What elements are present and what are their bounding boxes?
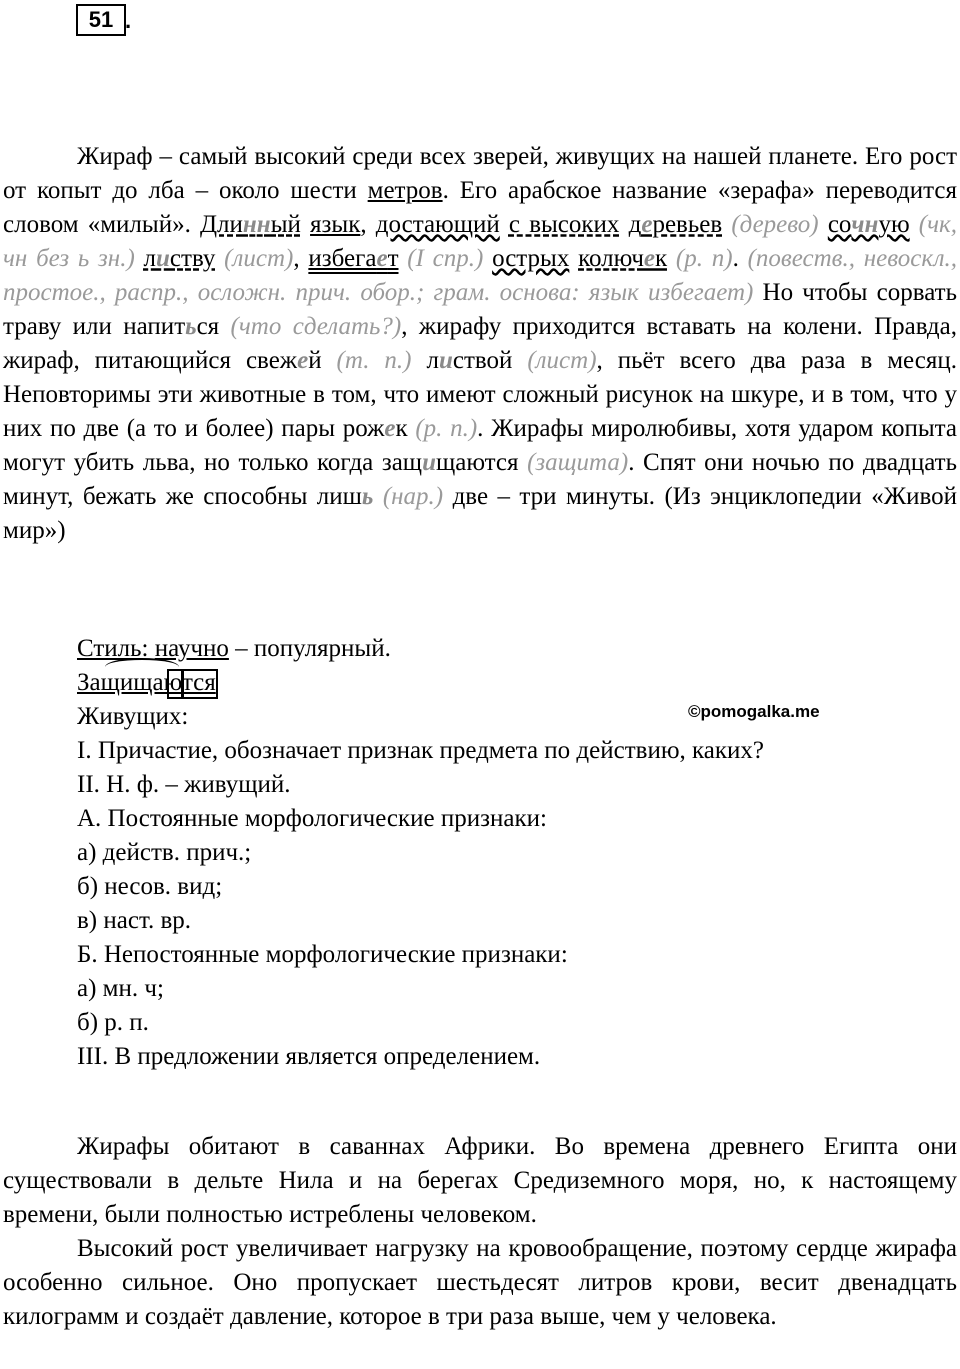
watermark: ©pomogalka.me xyxy=(688,702,820,721)
highlight-letters: и xyxy=(422,449,436,476)
grammar-note: (что сделать?) xyxy=(230,313,402,340)
grammar-note: (р. п.) xyxy=(415,415,478,442)
ending-box-mark xyxy=(182,669,218,699)
text-run: л xyxy=(411,347,439,374)
word-part: д xyxy=(628,211,642,238)
morph-line: III. В предложении является определением. xyxy=(77,1043,541,1070)
word-sochnuyu xyxy=(828,211,910,238)
text-run: . Спят они ночью по двадцать минут, бежать же способны лиш xyxy=(3,449,957,510)
extra-text xyxy=(3,1130,957,1334)
highlight-letters: нн xyxy=(242,211,271,238)
highlight-letters: и xyxy=(156,245,170,272)
word-part: ый xyxy=(270,211,301,238)
text-run xyxy=(373,483,382,510)
extra-paragraph: Высокий рост увеличивает нагрузку на кровообращение, поэтому сердце жирафа особенно сильное. Оно пропускает шестьдесят литров крови, весит двенадцать килограмм и создаёт давление, которое в три раза выше, чем у человека. xyxy=(3,1235,957,1330)
morph-line: I. Причастие, обозначает признак предмета по действию, каких? xyxy=(77,737,764,764)
word-part: ревьев xyxy=(652,211,723,238)
word-part: избега xyxy=(308,245,377,272)
grammar-note: (т. п.) xyxy=(336,347,412,374)
highlight-letters: чн xyxy=(851,211,879,238)
word-kolyuchek xyxy=(578,245,667,272)
word-part: ству xyxy=(169,245,216,272)
text-run: ствой xyxy=(452,347,528,374)
grammar-note: (защита) xyxy=(527,449,629,476)
morph-line: II. Н. ф. – живущий. xyxy=(77,771,291,798)
text-run: . Его арабское название «зерафа» переводится словом «милый». xyxy=(3,177,957,238)
text-run: : xyxy=(141,635,155,662)
text-run: , жирафу приходится вставать на колени. Правда, жираф, питающийся свеж xyxy=(3,313,957,374)
sentence-analysis-note: (повеств., невоскл., простое., распр., осложн. прич. обор.; грам. основа: язык избегает) xyxy=(3,245,957,306)
word-ostryh: острых xyxy=(492,245,570,272)
text-run: . xyxy=(732,245,748,272)
word-metrov: метров xyxy=(367,177,443,204)
exercise-number: 51 xyxy=(88,7,114,32)
highlight-letters: е xyxy=(643,245,656,272)
highlight-letters: ь xyxy=(361,483,374,510)
morpheme-word: Защищаются xyxy=(77,669,216,696)
grammar-note: (лист) xyxy=(527,347,597,374)
style-line xyxy=(77,632,957,666)
highlight-letters: и xyxy=(438,347,453,374)
highlight-letters: е xyxy=(376,245,388,272)
morph-header: Живущих: xyxy=(77,703,189,730)
highlight-letters: е xyxy=(641,211,653,238)
grammar-note: (нар.) xyxy=(382,483,444,510)
word-subject-yazyk: язык xyxy=(310,211,361,238)
morph-line: а) мн. ч; xyxy=(77,975,164,1002)
text-run: Но чтобы сорвать траву или напит xyxy=(3,279,957,340)
exercise-number-box xyxy=(76,4,126,36)
word-part: колюч xyxy=(578,245,644,272)
text-run: Жираф – самый высокий среди всех зверей, живущих на нашей планете. Его рост от копыт до лба – около шести xyxy=(3,143,957,204)
morph-line: Б. Непостоянные морфологические признаки: xyxy=(77,941,568,968)
word-part: ую xyxy=(878,211,910,238)
morph-line: А. Постоянные морфологические признаки: xyxy=(77,805,547,832)
style-value-underlined: научно xyxy=(154,635,229,662)
text-run: . Жирафы миролюбивы, хотя ударом копыта могут убить льва, но только когда защ xyxy=(3,415,957,476)
word-part: л xyxy=(143,245,157,272)
highlight-letters: е xyxy=(384,415,396,442)
main-paragraph xyxy=(3,140,957,548)
exercise-number-dot: . xyxy=(125,8,132,33)
highlight-letters: ь xyxy=(185,313,197,340)
grammar-note: (р. п) xyxy=(675,245,733,272)
word-listvu xyxy=(144,245,216,272)
text-run: й xyxy=(308,347,337,374)
morph-line: в) наст. вр. xyxy=(77,907,192,934)
text-run: , xyxy=(360,211,376,238)
style-label: Стиль xyxy=(77,635,142,662)
grammar-note: (I спр.) xyxy=(407,245,484,272)
word-part: Дли xyxy=(200,211,243,238)
morpheme-line xyxy=(77,666,957,700)
morph-line: а) действ. прич.; xyxy=(77,839,252,866)
text-run: ся xyxy=(196,313,231,340)
text-run: – популярный. xyxy=(228,635,391,662)
main-text xyxy=(3,140,957,548)
grammar-note: (чк, чн без ь зн.) xyxy=(3,211,957,272)
word-dlinnyy xyxy=(200,211,301,238)
text-run: , xyxy=(293,245,309,272)
morph-line: б) несов. вид; xyxy=(77,873,223,900)
grammar-note: (лист) xyxy=(224,245,294,272)
grammar-note: (дерево) xyxy=(731,211,819,238)
text-run: , пьёт всего два раза в месяц. Неповторимы эти животные в том, что имеют сложный рисунок на шкуре, и в том, что у них по две (а то и более) пары рож xyxy=(3,347,957,442)
extra-paragraph: Жирафы обитают в саваннах Африки. Во времена древнего Египта они существовали в дельте Нила и на берегах Средиземного моря, но, к настоящему времени, были полностью истреблены человеком. xyxy=(3,1133,957,1228)
word-part: т xyxy=(387,245,399,272)
word-part: со xyxy=(827,211,852,238)
word-part: к xyxy=(655,245,668,272)
word-predicate-izbegaet xyxy=(308,245,398,272)
morpheme-analysis xyxy=(77,666,216,700)
analysis-block xyxy=(77,632,957,1074)
text-run: щаются xyxy=(435,449,528,476)
word-s-vysokih: с высоких xyxy=(508,211,620,238)
word-dostayushchiy: достающий xyxy=(375,211,500,238)
word-derevev xyxy=(629,211,723,238)
text-run: к xyxy=(395,415,416,442)
suffix-box-mark xyxy=(167,669,183,699)
text-run: две – три минуты. (Из энциклопедии «Живой мир») xyxy=(3,483,958,544)
morph-line: б) р. п. xyxy=(77,1009,149,1036)
highlight-letters: е xyxy=(297,347,309,374)
